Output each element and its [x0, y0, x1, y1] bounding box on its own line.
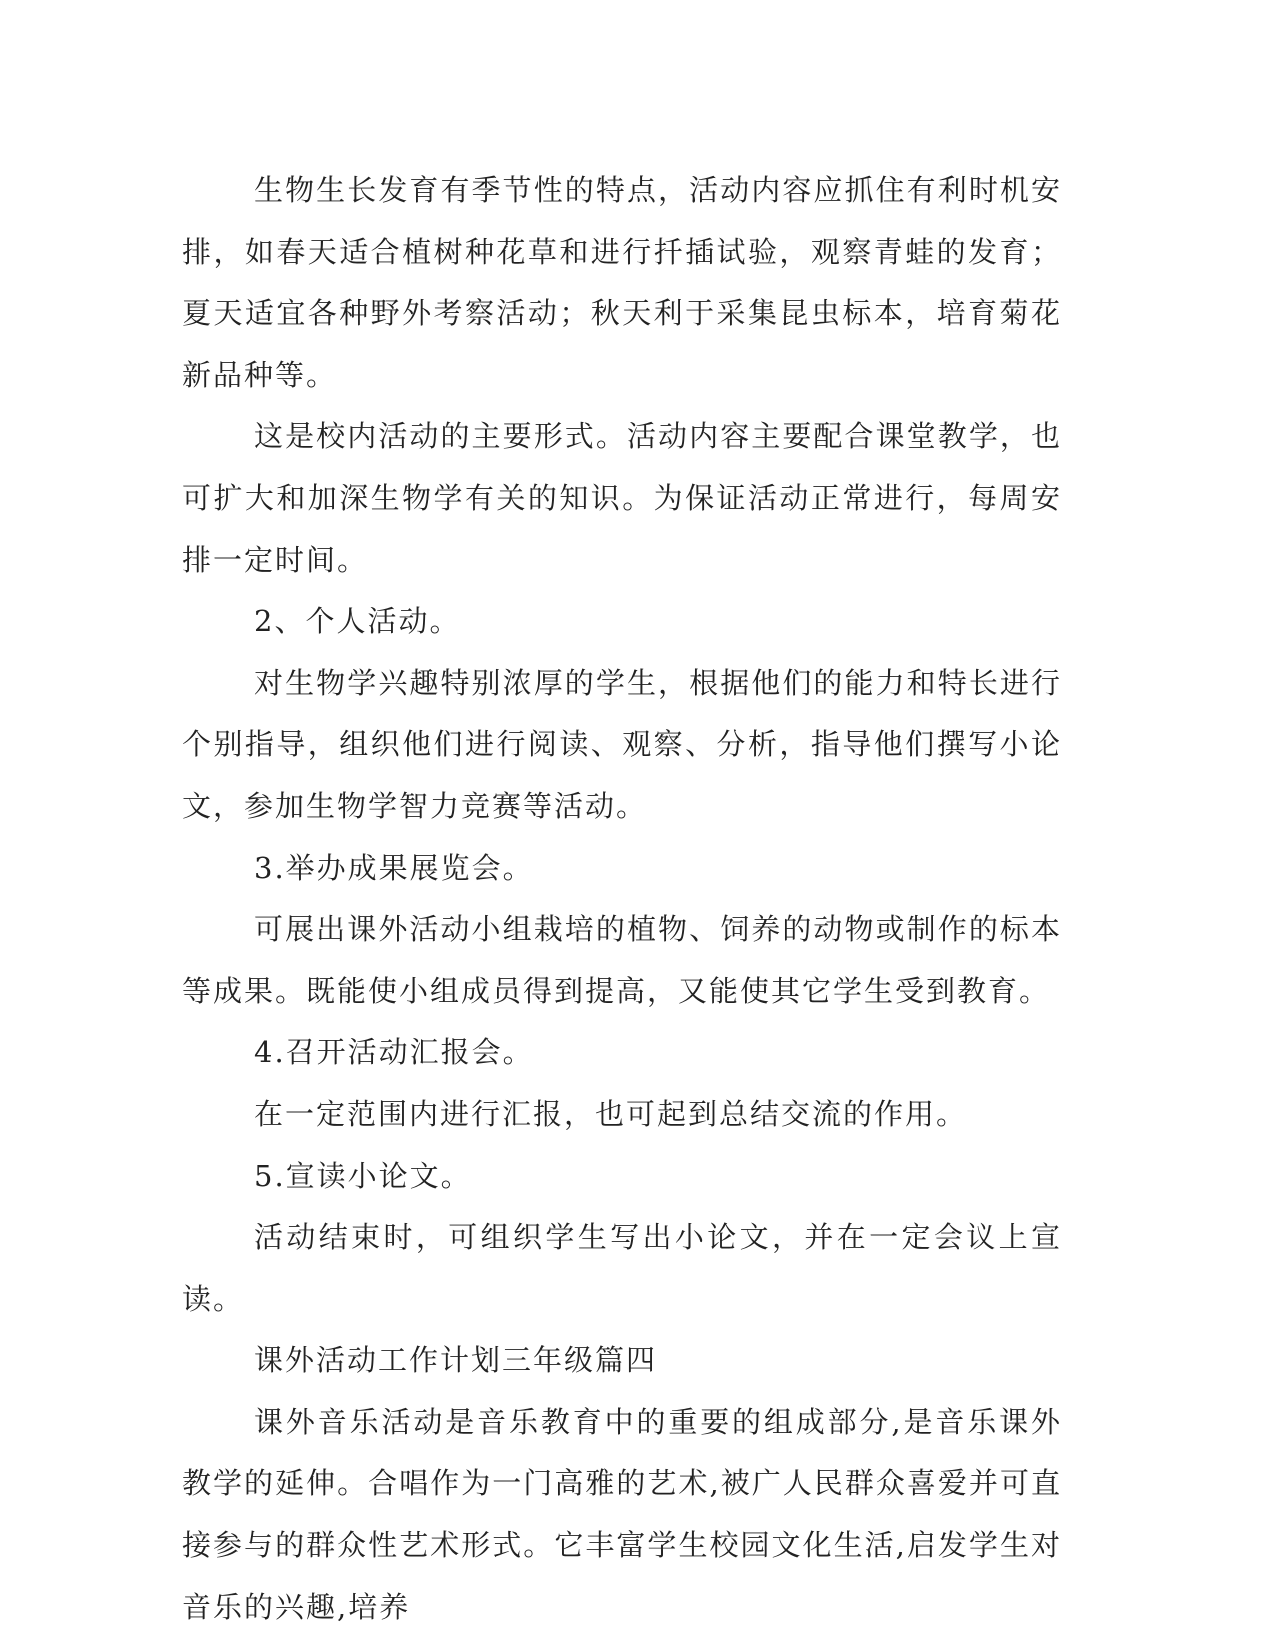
- paragraph-report-meeting: 在一定范围内进行汇报，也可起到总结交流的作用。: [254, 1096, 968, 1131]
- paragraph-seasonal-activities: 生物生长发育有季节性的特点，活动内容应抓住有利时机安排，如春天适合植树种花草和进行扦插试验，观察青蛙的发育；夏天适宜各种野外考察活动；秋天利于采集昆虫标本，培育菊花新品种等。: [182, 173, 1062, 392]
- paragraph-read-papers: 活动结束时，可组织学生写出小论文，并在一定会议上宣读。: [182, 1220, 1062, 1316]
- document-body: [182, 160, 1062, 1638]
- section-title-part-four: 课外活动工作计划三年级篇四: [254, 1343, 658, 1378]
- paragraph-music-activities: 课外音乐活动是音乐教育中的重要的组成部分,是音乐课外教学的延伸。合唱作为一门高雅的艺术,被广人民群众喜爱并可直接参与的群众性艺术形式。它丰富学生校园文化生活,启发学生对音乐的兴趣,培养: [182, 1404, 1062, 1624]
- paragraph-school-activities: 这是校内活动的主要形式。活动内容主要配合课堂教学，也可扩大和加深生物学有关的知识。为保证活动正常进行，每周安排一定时间。: [182, 419, 1062, 577]
- paragraph-individual-guidance: 对生物学兴趣特别浓厚的学生，根据他们的能力和特长进行个别指导，组织他们进行阅读、观察、分析，指导他们撰写小论文，参加生物学智力竞赛等活动。: [182, 665, 1062, 823]
- heading-report-meeting: 4.召开活动汇报会。: [254, 1035, 534, 1070]
- heading-exhibition: 3.举办成果展览会。: [254, 850, 534, 885]
- heading-individual-activities: 2、个人活动。: [254, 604, 461, 639]
- heading-read-papers: 5.宣读小论文。: [254, 1158, 472, 1193]
- paragraph-exhibition: 可展出课外活动小组栽培的植物、饲养的动物或制作的标本等成果。既能使小组成员得到提高，又能使其它学生受到教育。: [182, 912, 1062, 1008]
